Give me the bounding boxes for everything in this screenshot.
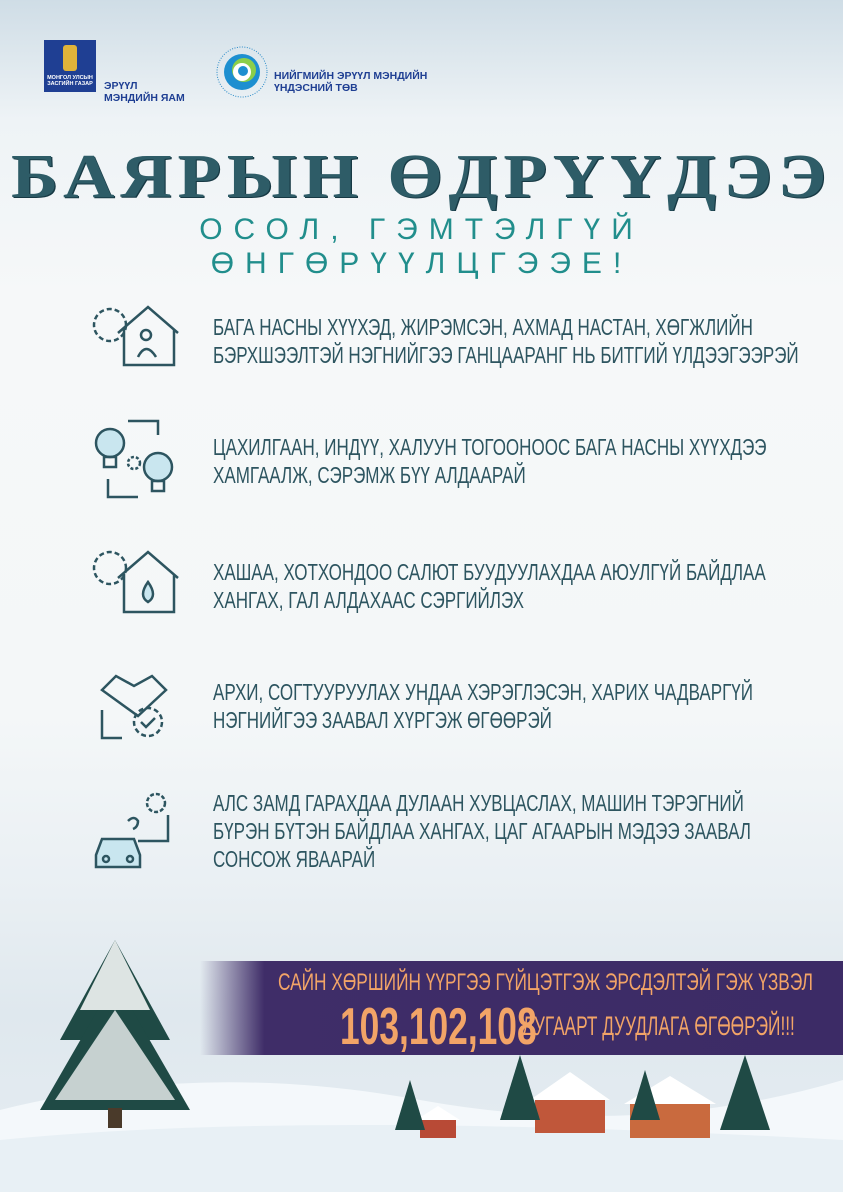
banner-line2: ДУГААРТ ДУУДЛАГА ӨГӨӨРЭЙ!!! xyxy=(522,1011,795,1041)
soyombo-emblem-icon xyxy=(63,45,77,71)
tip-line: БҮРЭН БҮТЭН БАЙДЛАА ХАНГАХ, ЦАГ АГААРЫН МЭДЭЭ ЗААВАЛ xyxy=(213,818,751,844)
center-line1: НИЙГМИЙН ЭРҮҮЛ МЭНДИЙН xyxy=(274,70,428,82)
tip-line: БАГА НАСНЫ ХҮҮХЭД, ЖИРЭМСЭН, АХМАД НАСТАН, ХӨГЖЛИЙН xyxy=(213,314,753,340)
tip-line: ХАНГАХ, ГАЛ АЛДАХААС СЭРГИЙЛЭХ xyxy=(213,587,524,613)
ministry-line2: МЭНДИЙН ЯАМ xyxy=(104,92,185,104)
center-name xyxy=(274,70,427,94)
house-child-icon xyxy=(88,295,184,385)
tip-line: АРХИ, СОГТУУРУУЛАХ УНДАА ХЭРЭГЛЭСЭН, ХАРИХ ЧАДВАРГҮЙ xyxy=(213,679,753,705)
ministry-line1: ЭРҮҮЛ xyxy=(104,80,138,92)
house-fire-icon xyxy=(88,540,184,630)
tip-line: ЦАХИЛГААН, ИНДҮҮ, ХАЛУУН ТОГООНООС БАГА НАСНЫ ХҮҮХДЭЭ xyxy=(213,434,767,460)
public-health-center-logo xyxy=(215,45,269,99)
tip-line: ХАМГААЛЖ, СЭРЭМЖ БҮҮ АЛДААРАЙ xyxy=(213,462,526,488)
subtitle: ОСОЛ, ГЭМТЭЛГҮЙ ӨНГӨРҮҮЛЦГЭЭЕ! xyxy=(199,213,644,280)
center-line2: ҮНДЭСНИЙ ТӨВ xyxy=(274,82,358,94)
tip-line: НЭГНИЙГЭЭ ЗААВАЛ ХҮРГЭЖ ӨГӨӨРЭЙ xyxy=(213,707,552,733)
banner-line1: САЙН ХӨРШИЙН ҮҮРГЭЭ ГҮЙЦЭТГЭЖ ЭРСДЭЛТЭЙ ГЭЖ ҮЗВЭЛ xyxy=(278,969,814,996)
ministry-name xyxy=(104,80,185,104)
tip-line: ХАШАА, ХОТХОНДОО САЛЮТ БУУДУУЛАХДАА АЮУЛГҮЙ БАЙДЛАА xyxy=(213,559,766,585)
tip-line: БЭРХШЭЭЛТЭЙ НЭГНИЙГЭЭ ГАНЦААРАНГ НЬ БИТГИЙ ҮЛДЭЭГЭЭРЭЙ xyxy=(213,342,799,368)
car-gear-icon xyxy=(88,785,184,875)
light-bulbs-icon xyxy=(88,415,184,505)
emergency-phone-numbers: 103,102,108 xyxy=(340,998,537,1056)
page-title: БАЯРЫН ӨДРҮҮДЭЭ xyxy=(11,143,832,211)
snowy-tree-icon xyxy=(40,940,190,1128)
tip-line: СОНСОЖ ЯВААРАЙ xyxy=(213,846,376,872)
tip-line: АЛС ЗАМД ГАРАХДАА ДУЛААН ХУВЦАСЛАХ, МАШИН ТЭРЭГНИЙ xyxy=(213,790,744,816)
logo1-text: МОНГОЛ УЛСЫН ЗАСГИЙН ГАЗАР xyxy=(47,75,93,87)
government-logo xyxy=(44,40,96,92)
emergency-call-banner xyxy=(200,961,843,1055)
handshake-icon xyxy=(88,660,184,750)
